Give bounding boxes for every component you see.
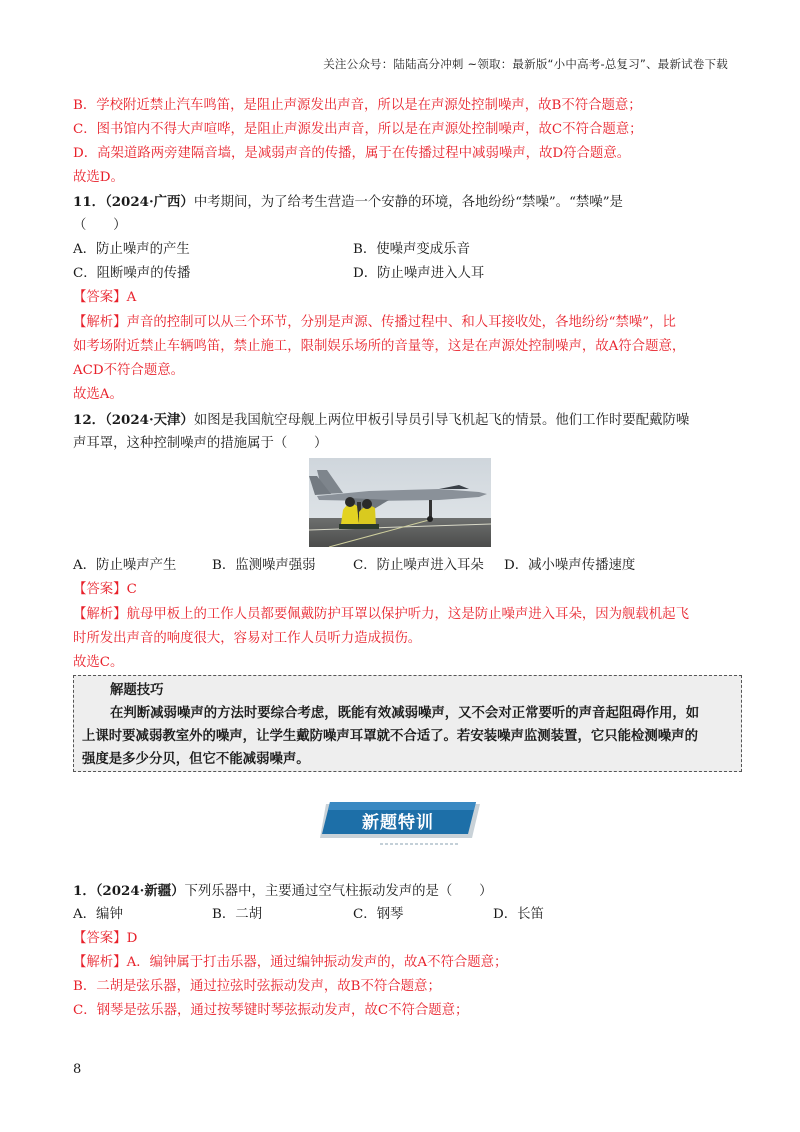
- analysis-text: 航母甲板上的工作人员都要佩戴防护耳罩以保护听力，这是防止噪声进入耳朵，因为舰载机起飞: [126, 607, 689, 622]
- analysis-line: B．二胡是弦乐器，通过拉弦时弦振动发声，故B不符合题意；: [73, 979, 441, 994]
- question-number: 12．: [73, 412, 106, 428]
- conclusion-line: 故选D。: [73, 170, 124, 185]
- conclusion-line: 故选A。: [73, 387, 123, 402]
- tip-line: 强度是多少分贝，但它不能减弱噪声。: [82, 751, 310, 767]
- tip-line: 上课时要减弱教室外的噪声，让学生戴防噪声耳罩就不合适了。若安装噪声监测装置，它只能检测噪声的: [82, 728, 698, 744]
- answer-value: A: [126, 290, 137, 305]
- analysis-label: 【解析】: [73, 315, 127, 330]
- answer-label: 【答案】: [73, 931, 127, 946]
- banner-title: 新题特训: [362, 813, 434, 833]
- tip-title: 解题技巧: [110, 682, 164, 698]
- question-number: 11．: [73, 194, 106, 210]
- question-11-stem: [73, 192, 623, 213]
- question-11-stem-cont: （ ）: [73, 218, 127, 233]
- question-text: 如图是我国航空母舰上两位甲板引导员引导飞机起飞的情景。他们工作时要配戴防噪: [193, 413, 690, 428]
- answer-label: 【答案】: [73, 582, 127, 597]
- option-b: B．二胡: [212, 907, 263, 922]
- analysis-line: 时所发出声音的响度很大，容易对工作人员听力造成损伤。: [73, 631, 422, 646]
- option-d: D．长笛: [493, 907, 544, 922]
- option-c: C．阻断噪声的传播: [73, 266, 191, 281]
- question-number: 1．: [73, 883, 96, 899]
- option-b: B．使噪声变成乐音: [353, 242, 470, 257]
- conclusion-line: 故选C。: [73, 655, 124, 670]
- option-d: D．减小噪声传播速度: [504, 558, 636, 573]
- section-banner: [320, 800, 480, 850]
- tip-line: 在判断减弱噪声的方法时要综合考虑，既能有效减弱噪声，又不会对正常要听的声音起阻碍作用，如: [110, 705, 700, 721]
- answer-line: [73, 929, 137, 949]
- question-text: 中考期间，为了给考生营造一个安静的环境，各地纷纷“禁噪”。“禁噪”是: [193, 195, 623, 210]
- question-12-stem: [73, 410, 689, 431]
- option-c: C．防止噪声进入耳朵: [353, 558, 484, 573]
- question-source: （2024·新疆）: [95, 883, 185, 899]
- analysis-line: [73, 605, 689, 625]
- jet-deck-illustration: [309, 458, 491, 547]
- aircraft-carrier-photo: [309, 458, 491, 547]
- option-a: A．防止噪声的产生: [73, 242, 190, 257]
- analysis-line: C．钢琴是弦乐器，通过按琴键时琴弦振动发声，故C不符合题意；: [73, 1003, 469, 1018]
- analysis-text: A．编钟属于打击乐器，通过编钟振动发声的，故A不符合题意；: [126, 955, 508, 970]
- option-a: A．编钟: [73, 907, 123, 922]
- option-c: C．钢琴: [353, 907, 404, 922]
- answer-value: D: [126, 931, 138, 946]
- analysis-line: D．高架道路两旁建隔音墙，是减弱声音的传播，属于在传播过程中减弱噪声，故D符合题意。: [73, 146, 631, 161]
- question-source: （2024·天津）: [105, 412, 194, 428]
- analysis-label: 【解析】: [73, 955, 127, 970]
- analysis-line: 如考场附近禁止车辆鸣笛，禁止施工，限制娱乐场所的音量等，这是在声源处控制噪声，故A符合题意，: [73, 339, 686, 354]
- analysis-line: [73, 313, 676, 333]
- analysis-text: 声音的控制可以从三个环节，分别是声源、传播过程中、和人耳接收处，各地纷纷“禁噪”，比: [126, 315, 676, 330]
- analysis-line: ACD不符合题意。: [73, 363, 184, 378]
- answer-line: [73, 580, 137, 600]
- analysis-label: 【解析】: [73, 607, 127, 622]
- answer-label: 【答案】: [73, 290, 127, 305]
- analysis-line: B．学校附近禁止汽车鸣笛，是阻止声源发出声音，所以是在声源处控制噪声，故B不符合题意；: [73, 98, 642, 113]
- answer-line: [73, 288, 136, 308]
- new-question-1-stem: [73, 881, 493, 902]
- analysis-line: [73, 953, 507, 973]
- analysis-line: C．图书馆内不得大声喧哗，是阻止声源发出声音，所以是在声源处控制噪声，故C不符合题意；: [73, 122, 643, 137]
- answer-value: C: [126, 582, 137, 597]
- option-b: B．监测噪声强弱: [212, 558, 316, 573]
- page-header: 关注公众号：陆陆高分冲刺 ~领取：最新版“小中高考-总复习”、最新试卷下载: [323, 57, 728, 71]
- problem-solving-tip-box: [73, 675, 742, 772]
- option-a: A．防止噪声产生: [73, 558, 177, 573]
- question-text: 下列乐器中，主要通过空气柱振动发声的是（ ）: [184, 884, 493, 899]
- question-12-stem-cont: 声耳罩，这种控制噪声的措施属于（ ）: [73, 436, 328, 451]
- question-source: （2024·广西）: [105, 194, 194, 210]
- page-number: 8: [73, 1062, 82, 1077]
- option-d: D．防止噪声进入人耳: [353, 266, 485, 281]
